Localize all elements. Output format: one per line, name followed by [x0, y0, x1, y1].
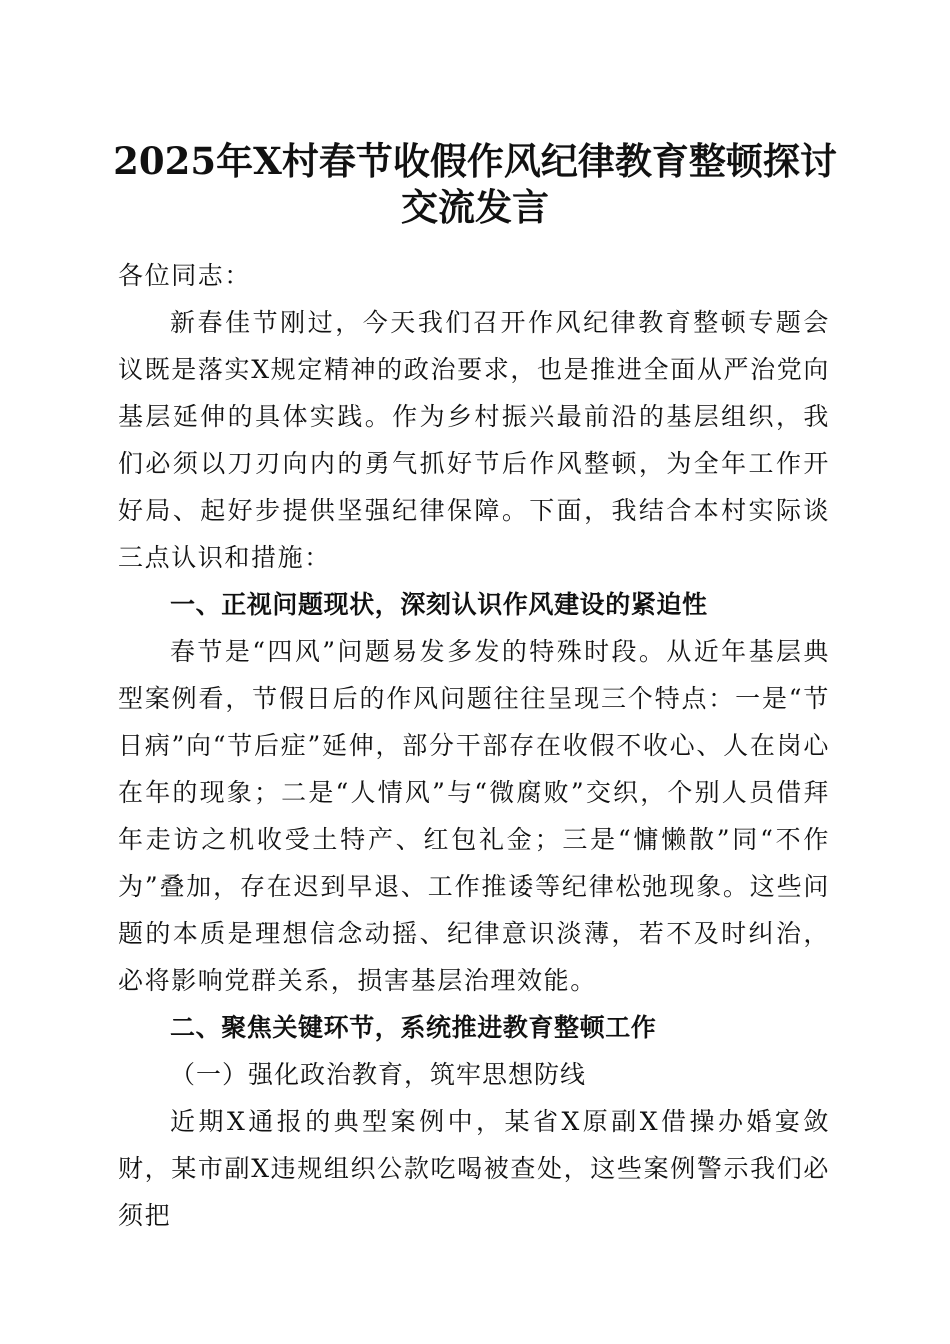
paragraph-problems: 春节是“四风”问题易发多发的特殊时段。从近年基层典型案例看，节假日后的作风问题往往呈现三个特点：一是“节日病”向“节后症”延伸，部分干部存在收假不收心、人在岗心在年的现象；二是“人情风”与“微腐败”交织，个别人员借拜年走访之机收受土特产、红包礼金；三是“慵懒散”同“不作为”叠加，存在迟到早退、工作推诿等纪律松弛现象。这些问题的本质是理想信念动摇、纪律意识淡薄，若不及时纠治，必将影响党群关系，损害基层治理效能。	[118, 637, 830, 995]
document-title-line-1: 2025年X村春节收假作风纪律教育整顿探讨	[113, 139, 837, 183]
salutation: 各位同志：	[118, 261, 252, 290]
document-title-line-2: 交流发言	[401, 185, 549, 229]
section-heading-1: 一、正视问题现状，深刻认识作风建设的紧迫性	[170, 590, 708, 619]
paragraph-cases: 近期X通报的典型案例中，某省X原副X借操办婚宴敛财，某市副X违规组织公款吃喝被查处，这些案例警示我们必须把	[118, 1107, 830, 1230]
document-body	[118, 252, 830, 1239]
paragraph-intro: 新春佳节刚过，今天我们召开作风纪律教育整顿专题会议既是落实X规定精神的政治要求，也是推进全面从严治党向基层延伸的具体实践。作为乡村振兴最前沿的基层组织，我们必须以刀刃向内的勇气抓好节后作风整顿，为全年工作开好局、起好步提供坚强纪律保障。下面，我结合本村实际谈三点认识和措施：	[118, 308, 830, 572]
section-heading-2: 二、聚焦关键环节，系统推进教育整顿工作	[170, 1013, 657, 1042]
subsection-heading-1: （一）强化政治教育，筑牢思想防线	[170, 1060, 587, 1089]
